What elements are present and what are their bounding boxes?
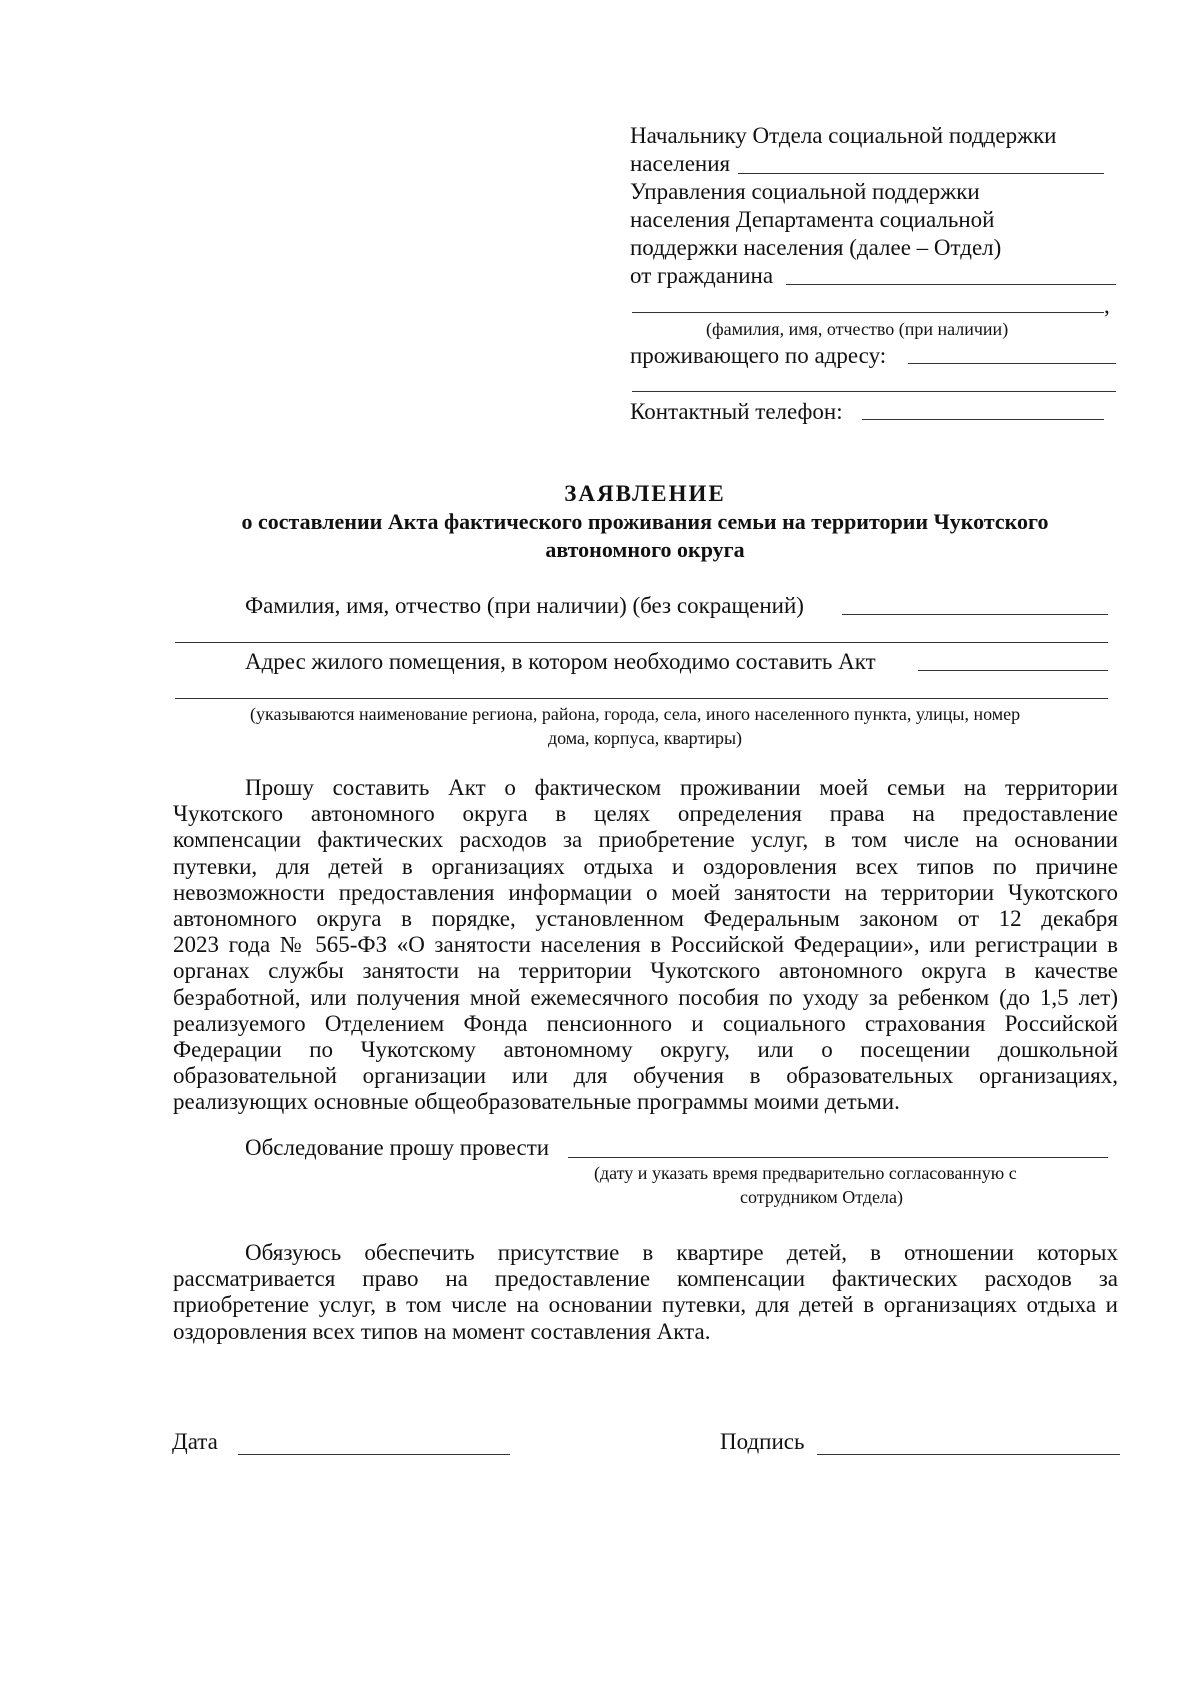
request-line: невозможности предоставления информации о моей занятости на территории Чукотского xyxy=(173,879,1118,905)
applicant-fio-label: Фамилия, имя, отчество (при наличии) (без сокращений) xyxy=(245,593,804,618)
obligation-line: Обязуюсь обеспечить присутствие в квартире детей, в отношении которых xyxy=(245,1240,1118,1265)
addressee-line-4: населения Департамента социальной xyxy=(630,207,995,232)
request-line: Прошу составить Акт о фактическом проживании моей семьи на территории xyxy=(245,775,1118,800)
request-line: реализующих основные общеобразовательные программы моими детьми. xyxy=(173,1089,900,1115)
obligation-paragraph xyxy=(173,1240,1118,1345)
request-line: безработной, или получения мной ежемесячного пособия по уходу за ребенком (до 1,5 лет) xyxy=(173,984,1118,1010)
dwelling-address-blank-2[interactable] xyxy=(175,698,1108,699)
contact-phone-label: Контактный телефон: xyxy=(630,399,843,424)
survey-hint-2: сотрудником Отдела) xyxy=(740,1187,904,1207)
residence-address-blank-2[interactable] xyxy=(632,391,1116,392)
request-line: органах службы занятости на территории Чукотского автономного округа в качестве xyxy=(173,958,1118,984)
dwelling-address-hint-2: дома, корпуса, квартиры) xyxy=(547,728,743,748)
addressee-line-1: Начальнику Отдела социальной поддержки xyxy=(630,123,1057,148)
date-label: Дата xyxy=(172,1429,218,1454)
survey-date-blank[interactable] xyxy=(568,1157,1108,1158)
survey-hint-1: (дату и указать время предварительно согласованную с xyxy=(594,1163,1017,1183)
document-subtitle-line-2: автономного округа xyxy=(545,537,745,562)
request-line: путевки, для детей в организациях отдыха и оздоровления всех типов по причине xyxy=(173,853,1118,879)
request-line: автономного округа в порядке, установленном Федеральным законом от 12 декабря xyxy=(173,906,1118,932)
obligation-line: приобретение услуг, в том числе на основании путевки, для детей в организациях отдыха и xyxy=(173,1292,1118,1318)
department-blank[interactable] xyxy=(738,173,1104,174)
obligation-line: рассматривается право на предоставление компенсации фактических расходов за xyxy=(173,1266,1118,1292)
addressee-line-3: Управления социальной поддержки xyxy=(630,179,980,204)
signature-label: Подпись xyxy=(720,1429,805,1454)
document-title: ЗАЯВЛЕНИЕ xyxy=(564,481,726,506)
dwelling-address-label: Адрес жилого помещения, в котором необходимо составить Акт xyxy=(245,649,876,674)
survey-label: Обследование прошу провести xyxy=(245,1135,550,1160)
request-line: Чукотского автономного округа в целях определения права на предоставление xyxy=(173,801,1118,827)
from-citizen-label: от гражданина xyxy=(630,263,774,288)
addressee-line-5: поддержки населения (далее – Отдел) xyxy=(630,235,1002,260)
document-subtitle-line-1: о составлении Акта фактического проживания семьи на территории Чукотского xyxy=(241,509,1049,534)
request-line: 2023 года № 565-ФЗ «О занятости населения в Российской Федерации», или регистрации в xyxy=(173,932,1118,958)
request-line: реализуемого Отделением Фонда пенсионного и социального страхования Российской xyxy=(173,1010,1118,1036)
date-blank[interactable] xyxy=(238,1454,510,1455)
dwelling-address-hint-1: (указываются наименование региона, района, города, села, иного населенного пункта, улицы, номер xyxy=(250,704,1021,724)
request-line: компенсации фактических расходов за приобретение услуг, в том числе на основании xyxy=(173,827,1118,853)
obligation-line: оздоровления всех типов на момент составления Акта. xyxy=(173,1318,711,1344)
signature-blank[interactable] xyxy=(817,1454,1120,1455)
citizen-name-blank-2[interactable] xyxy=(632,312,1104,313)
request-line: Федерации по Чукотскому автономному округу, или о посещении дошкольной xyxy=(173,1037,1118,1063)
request-paragraph xyxy=(173,775,1118,1116)
comma: , xyxy=(1104,293,1110,318)
citizen-name-blank-1[interactable] xyxy=(786,284,1116,285)
request-line: образовательной организации или для обучения в образовательных организациях, xyxy=(173,1063,1118,1089)
applicant-fio-blank-2[interactable] xyxy=(175,642,1108,643)
fio-hint: (фамилия, имя, отчество (при наличии) xyxy=(706,319,1009,339)
addressee-line-2: населения xyxy=(630,151,731,176)
contact-phone-blank[interactable] xyxy=(862,419,1104,420)
residence-address-label: проживающего по адресу: xyxy=(630,343,887,368)
dwelling-address-blank-1[interactable] xyxy=(918,670,1108,671)
residence-address-blank-1[interactable] xyxy=(908,363,1116,364)
applicant-fio-blank-1[interactable] xyxy=(842,614,1108,615)
